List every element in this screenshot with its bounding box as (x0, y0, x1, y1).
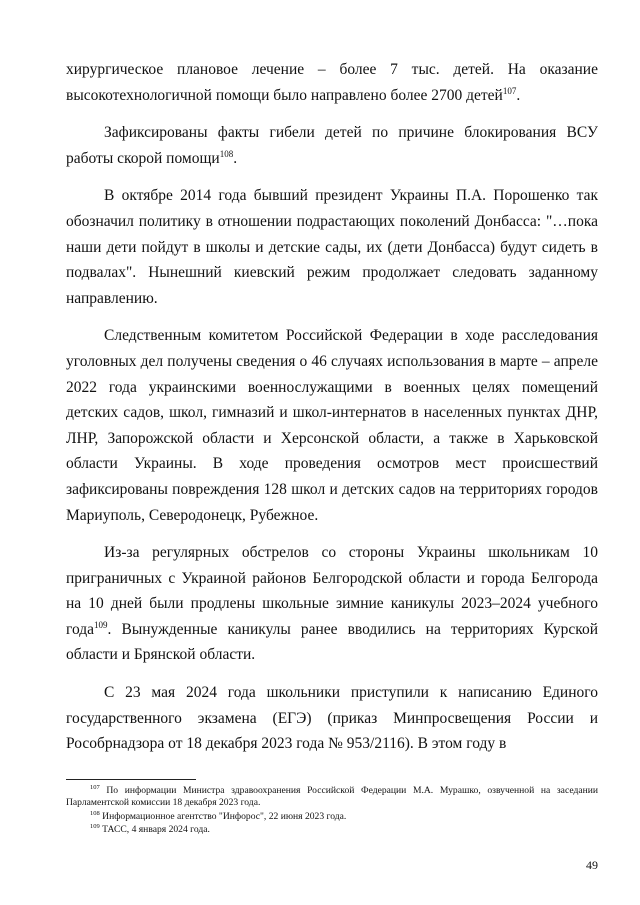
footnote-text-109: ТАСС, 4 января 2024 года. (99, 824, 210, 836)
footnote-mark-108: 108 (90, 809, 100, 817)
paragraph-3 (66, 183, 598, 311)
paragraph-2-text-a: Зафиксированы факты гибели детей по причине блокирования ВСУ работы скорой помощи (66, 124, 598, 167)
paragraph-4 (66, 323, 598, 528)
footnote-text-107: По информации Министра здравоохранения Российской Федерации М.А. Мурашко, озвученной на заседании Парламентской комиссии 18 декабря 2023 года. (66, 785, 598, 809)
footnote-mark-109: 109 (90, 823, 100, 831)
paragraph-2 (66, 120, 598, 171)
paragraph-3-text: В октябре 2014 года бывший президент Украины П.А. Порошенко так обозначил политику в отношении подрастающих поколений Донбасса: "…пока наши дети пойдут в школы и детские сады, их (дети Донбасса) будут сидеть в подвалах". Нынешний киевский режим продолжает следовать заданному направлению. (66, 187, 598, 307)
footnote-text-108: Информационное агентство "Инфорос", 22 июня 2023 года. (99, 810, 347, 822)
footnote-107 (66, 785, 598, 810)
footnote-ref-108: 108 (219, 148, 234, 159)
footnote-separator (66, 779, 196, 780)
paragraph-1 (66, 57, 598, 108)
paragraph-6-text: С 23 мая 2024 года школьники приступили к написанию Единого государственного экзамена (ЕГЭ) (приказ Минпросвещения России и Рособрнадзора от 18 декабря 2023 года № 953/2116). В этом году в (66, 684, 598, 753)
paragraph-1-text-b: . (516, 86, 521, 104)
paragraph-2-text-b: . (233, 149, 238, 167)
body-text (66, 57, 598, 769)
paragraph-5-text-b: . Вынужденные каникулы ранее вводились на территориях Курской области и Брянской области. (66, 620, 598, 664)
paragraph-6 (66, 680, 598, 757)
footnote-108 (66, 811, 598, 823)
footnote-mark-107: 107 (90, 783, 100, 791)
footnotes (66, 785, 598, 838)
paragraph-5 (66, 540, 598, 668)
page-number: 49 (586, 858, 598, 872)
paragraph-1-text-a: хирургическое плановое лечение – более 7 тыс. детей. На оказание высокотехнологичной помощи было направлено более 2700 детей (66, 61, 598, 104)
footnote-109 (66, 824, 598, 836)
paragraph-4-text: Следственным комитетом Российской Федерации в ходе расследования уголовных дел получены сведения о 46 случаях использования в марте – апреле 2022 года украинскими военнослужащими в военных целях помещений детских садов, школ, гимназий и школ-интернатов в населенных пунктах ДНР, ЛНР, Запорожской области и Херсонской области, а также в Харьковской области Украины. В ходе проведения осмотров мест происшествий зафиксированы повреждения 128 школ и детских садов на территориях городов Мариуполь, Северодонецк, Рубежное. (66, 327, 598, 524)
footnote-ref-109: 109 (94, 619, 108, 630)
footnote-ref-107: 107 (502, 85, 517, 96)
paragraph-5-text-a: Из-за регулярных обстрелов со стороны Украины школьникам 10 приграничных с Украиной районов Белгородской области и города Белгорода на 10 дней были продлены школьные зимние каникулы 2023–2024 учебного года (66, 544, 598, 638)
